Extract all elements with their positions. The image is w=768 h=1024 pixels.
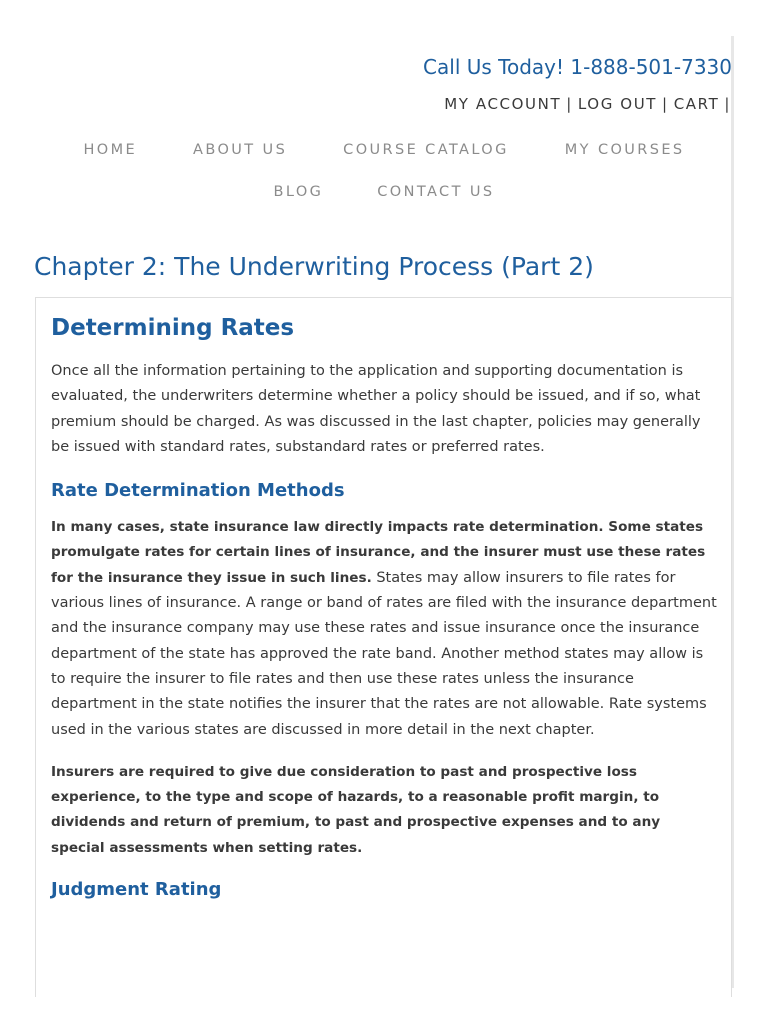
main-nav-row-2 — [0, 184, 768, 200]
nav-home[interactable]: HOME — [83, 142, 138, 158]
paragraph-insurer-requirements: Insurers are required to give due consideration to past and prospective loss experience, to the type and scope of hazards, to a reasonable profit margin, to dividends and return of premium, to past and prospective expenses and to any special assessments when setting rates. — [51, 763, 661, 856]
cart-link[interactable]: CART — [673, 95, 720, 113]
nav-course-catalog[interactable]: COURSE CATALOG — [343, 142, 509, 158]
heading-determining-rates: Determining Rates — [51, 315, 295, 341]
nav-about-us[interactable]: ABOUT US — [193, 142, 288, 158]
content-panel — [35, 297, 732, 997]
my-account-link[interactable]: MY ACCOUNT — [444, 95, 562, 113]
phone-number[interactable]: Call Us Today! 1-888-501-7330 — [423, 55, 732, 79]
nav-blog[interactable]: BLOG — [273, 184, 324, 200]
separator: | — [662, 95, 669, 113]
nav-my-courses[interactable]: MY COURSES — [564, 142, 685, 158]
paragraph-intro: Once all the information pertaining to the application and supporting documentation is evaluated, the underwriters determine whether a policy should be issued, and if so, what premium should be charged. As was discussed in the last chapter, policies may generally be issued with standard rates, substandard rates or preferred rates. — [51, 363, 701, 455]
heading-rate-determination-methods: Rate Determination Methods — [51, 480, 345, 502]
main-nav-row-1 — [0, 142, 768, 158]
paragraph-rate-methods-rest: States may allow insurers to file rates for various lines of insurance. A range or band of rates are filed with the insurance department and the insurance company may use these rates and issue insurance once the insurance department of the state has approved the rate band. Another method states may allow is to require the insurer to file rates and then use these rates unless the insurance department in the state notifies the insurer that the rates are not allowable. Rate systems used in the various states are discussed in more detail in the next chapter. — [51, 569, 717, 738]
account-links — [444, 95, 736, 113]
paragraph-rate-methods-bold: In many cases, state insurance law directly impacts rate determination. Some states promulgate rates for certain lines of insurance, and the insurer must use these rates for the insurance they issue in such lines. — [51, 519, 706, 586]
nav-contact-us[interactable]: CONTACT US — [377, 184, 495, 200]
heading-judgment-rating: Judgment Rating — [51, 879, 222, 901]
log-out-link[interactable]: LOG OUT — [577, 95, 658, 113]
separator: | — [724, 95, 731, 113]
separator: | — [566, 95, 573, 113]
page-title: Chapter 2: The Underwriting Process (Part 2) — [34, 252, 594, 281]
paragraph-rate-methods — [51, 515, 717, 743]
